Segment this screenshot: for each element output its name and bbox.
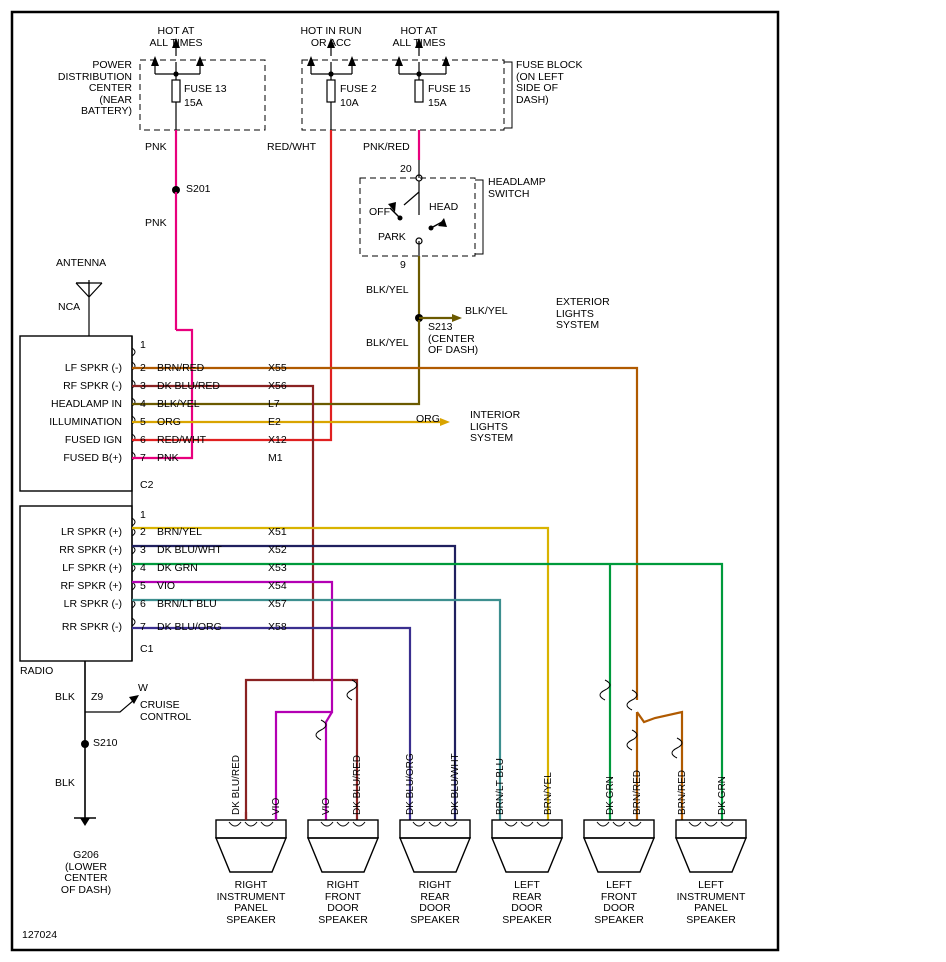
- vertical-wire-label-dk-blu-org: DK BLU/ORG: [405, 753, 416, 815]
- wire-label-pnk-mid: PNK: [145, 217, 167, 229]
- wire-brn-red: [132, 368, 637, 700]
- pin-number-6-top: 6: [140, 434, 146, 446]
- cavity-x52: X52: [268, 544, 287, 556]
- vertical-wire-label-vio-2: VIO: [321, 797, 332, 815]
- pin-number-5-top: 5: [140, 416, 146, 428]
- pin-function-rf-spkr-neg: RF SPKR (-): [63, 380, 122, 392]
- fuse-15-symbol: [415, 80, 423, 102]
- cavity-x55: X55: [268, 362, 287, 374]
- pin-function-headlamp-in: HEADLAMP IN: [51, 398, 122, 410]
- fuse-block-label: FUSE BLOCK (ON LEFT SIDE OF DASH): [516, 59, 583, 106]
- pin-number-2-bottom: 2: [140, 526, 146, 538]
- cavity-x12: X12: [268, 434, 287, 446]
- speaker-label-left-front-door: LEFT FRONT DOOR SPEAKER: [594, 879, 644, 926]
- vertical-wire-label-dk-blu-red-2: DK BLU/RED: [352, 754, 363, 815]
- cavity-x51: X51: [268, 526, 287, 538]
- splice-s210-label: S210: [93, 737, 118, 749]
- pin-function-rf-spkr-pos: RF SPKR (+): [60, 580, 122, 592]
- splice-s213-label: S213 (CENTER OF DASH): [428, 321, 479, 356]
- pin-number-5-bottom: 5: [140, 580, 146, 592]
- fuse-13-rating: 15A: [184, 97, 203, 109]
- cavity-e2: E2: [268, 416, 281, 428]
- wire-name-brn-lt-blu: BRN/LT BLU: [157, 598, 217, 610]
- wire-brn-red-branch: [637, 712, 682, 820]
- pin-number-4-bottom: 4: [140, 562, 146, 574]
- wire-name-org-top: ORG: [157, 416, 181, 428]
- radio-connector-c2-box: [20, 336, 132, 491]
- source-hot-in-run-or-acc: HOT IN RUN OR ACC: [300, 25, 362, 49]
- fuse-2-symbol: [327, 80, 335, 102]
- fuse-block-box: [302, 60, 504, 130]
- fuse-15-rating: 15A: [428, 97, 447, 109]
- pin-number-4-top: 4: [140, 398, 146, 410]
- speaker-symbols: [216, 812, 746, 872]
- wire-name-pnk-top: PNK: [157, 452, 179, 464]
- pin-number-6-bottom: 6: [140, 598, 146, 610]
- wire-label-pnk-red: PNK/RED: [363, 141, 410, 153]
- fuse-2-label: FUSE 2: [340, 83, 377, 95]
- radio-connector-c2-label: C2: [140, 479, 154, 491]
- vertical-wire-label-brn-red-1: BRN/RED: [632, 769, 643, 815]
- speaker-label-left-instrument-panel: LEFT INSTRUMENT PANEL SPEAKER: [676, 879, 746, 926]
- cavity-l7: L7: [268, 398, 280, 410]
- pin-number-3-top: 3: [140, 380, 146, 392]
- radio-c1-pin-1: 1: [140, 509, 146, 521]
- antenna-terminal-nca: NCA: [58, 301, 81, 313]
- pin-function-lr-spkr-neg: LR SPKR (-): [63, 598, 122, 610]
- headlamp-switch-position-off: OFF: [369, 206, 390, 218]
- pin-function-fused-ign: FUSED IGN: [64, 434, 122, 446]
- wire-red-wht: [132, 130, 331, 440]
- speaker-label-right-instrument-panel: RIGHT INSTRUMENT PANEL SPEAKER: [216, 879, 286, 926]
- wire-dk-blu-red-b: [313, 680, 357, 820]
- power-distribution-center-label: POWER DISTRIBUTION CENTER (NEAR BATTERY): [57, 59, 132, 117]
- wire-label-blk-lower: BLK: [55, 777, 75, 789]
- vertical-wire-label-vio-1: VIO: [271, 797, 282, 815]
- cavity-m1: M1: [268, 452, 283, 464]
- cavity-x53: X53: [268, 562, 287, 574]
- pin-function-rr-spkr-pos: RR SPKR (+): [59, 544, 122, 556]
- fuse-15-label: FUSE 15: [428, 83, 471, 95]
- cavity-x57: X57: [268, 598, 287, 610]
- wire-label-blk-yel-upper: BLK/YEL: [366, 284, 409, 296]
- headlamp-switch-position-head: HEAD: [429, 201, 459, 213]
- pin-function-illumination: ILLUMINATION: [49, 416, 122, 428]
- speaker-label-right-front-door: RIGHT FRONT DOOR SPEAKER: [318, 879, 368, 926]
- wire-name-vio: VIO: [157, 580, 176, 592]
- wire-name-brn-red-top: BRN/RED: [157, 362, 205, 374]
- wire-label-pnk-top: PNK: [145, 141, 167, 153]
- radio-connector-c1-label: C1: [140, 643, 154, 655]
- pin-function-lf-spkr-neg: LF SPKR (-): [64, 362, 122, 374]
- ground-g206-label: G206 (LOWER CENTER OF DASH): [60, 849, 112, 896]
- headlamp-switch-pin-20: 20: [400, 163, 412, 175]
- fuse-2-rating: 10A: [340, 97, 359, 109]
- interior-lights-system-label: INTERIOR LIGHTS SYSTEM: [470, 409, 521, 444]
- wire-label-red-wht: RED/WHT: [267, 141, 316, 153]
- pin-number-3-bottom: 3: [140, 544, 146, 556]
- pin-number-2-top: 2: [140, 362, 146, 374]
- source-hot-at-all-times-right: HOT AT ALL TIMES: [392, 25, 446, 49]
- wire-dk-blu-org: [132, 628, 410, 820]
- fuse-13-label: FUSE 13: [184, 83, 227, 95]
- wire-label-blk-yel-lower: BLK/YEL: [366, 337, 409, 349]
- pin-function-fused-b-plus: FUSED B(+): [63, 452, 122, 464]
- cavity-x58: X58: [268, 621, 287, 633]
- cavity-x56: X56: [268, 380, 287, 392]
- pin-function-lr-spkr-pos: LR SPKR (+): [61, 526, 122, 538]
- vertical-wire-label-dk-grn-1: DK GRN: [605, 776, 616, 815]
- splice-s201-label: S201: [186, 183, 211, 195]
- wire-name-dk-grn: DK GRN: [157, 562, 198, 574]
- radio-c2-pin-1: 1: [140, 339, 146, 351]
- speaker-label-right-rear-door: RIGHT REAR DOOR SPEAKER: [410, 879, 460, 926]
- radio-label: RADIO: [20, 665, 54, 677]
- wire-label-blk-upper: BLK: [55, 691, 75, 703]
- vertical-wire-label-brn-yel: BRN/YEL: [543, 772, 554, 815]
- figure-id: 127024: [22, 929, 58, 941]
- wire-name-red-wht-top: RED/WHT: [157, 434, 206, 446]
- antenna-label: ANTENNA: [56, 257, 107, 269]
- vertical-wire-label-dk-blu-red-1: DK BLU/RED: [231, 754, 242, 815]
- vertical-wire-label-brn-red-2: BRN/RED: [677, 769, 688, 815]
- cavity-x54: X54: [268, 580, 287, 592]
- vertical-wire-label-brn-lt-blu: BRN/LT BLU: [495, 758, 506, 815]
- wire-name-dk-blu-org: DK BLU/ORG: [157, 621, 222, 633]
- wire-label-blk-yel-branch: BLK/YEL: [465, 305, 508, 317]
- wire-name-blk-yel-top: BLK/YEL: [157, 398, 200, 410]
- cruise-control-label: CRUISE CONTROL: [140, 699, 192, 723]
- wire-name-dk-blu-wht: DK BLU/WHT: [157, 544, 222, 556]
- pin-number-7-top: 7: [140, 452, 146, 464]
- headlamp-switch-pin-9: 9: [400, 259, 406, 271]
- pin-function-lf-spkr-pos: LF SPKR (+): [62, 562, 122, 574]
- wire-label-z9: Z9: [91, 691, 104, 703]
- headlamp-switch-label: HEADLAMP SWITCH: [488, 176, 546, 200]
- wire-label-w: W: [138, 682, 148, 694]
- source-hot-at-all-times-left: HOT AT ALL TIMES: [149, 25, 203, 49]
- vertical-wire-label-dk-grn-2: DK GRN: [717, 776, 728, 815]
- exterior-lights-system-label: EXTERIOR LIGHTS SYSTEM: [556, 296, 610, 331]
- pin-function-rr-spkr-neg: RR SPKR (-): [61, 621, 122, 633]
- speaker-label-left-rear-door: LEFT REAR DOOR SPEAKER: [502, 879, 552, 926]
- headlamp-switch-position-park: PARK: [378, 231, 406, 243]
- pin-number-7-bottom: 7: [140, 621, 146, 633]
- wire-name-dk-blu-red-top: DK BLU/RED: [157, 380, 221, 392]
- wire-label-org-branch: ORG: [416, 413, 440, 425]
- fuse-13-symbol: [172, 80, 180, 102]
- vertical-wire-label-dk-blu-wht: DK BLU/WHT: [450, 753, 461, 815]
- wire-name-brn-yel: BRN/YEL: [157, 526, 202, 538]
